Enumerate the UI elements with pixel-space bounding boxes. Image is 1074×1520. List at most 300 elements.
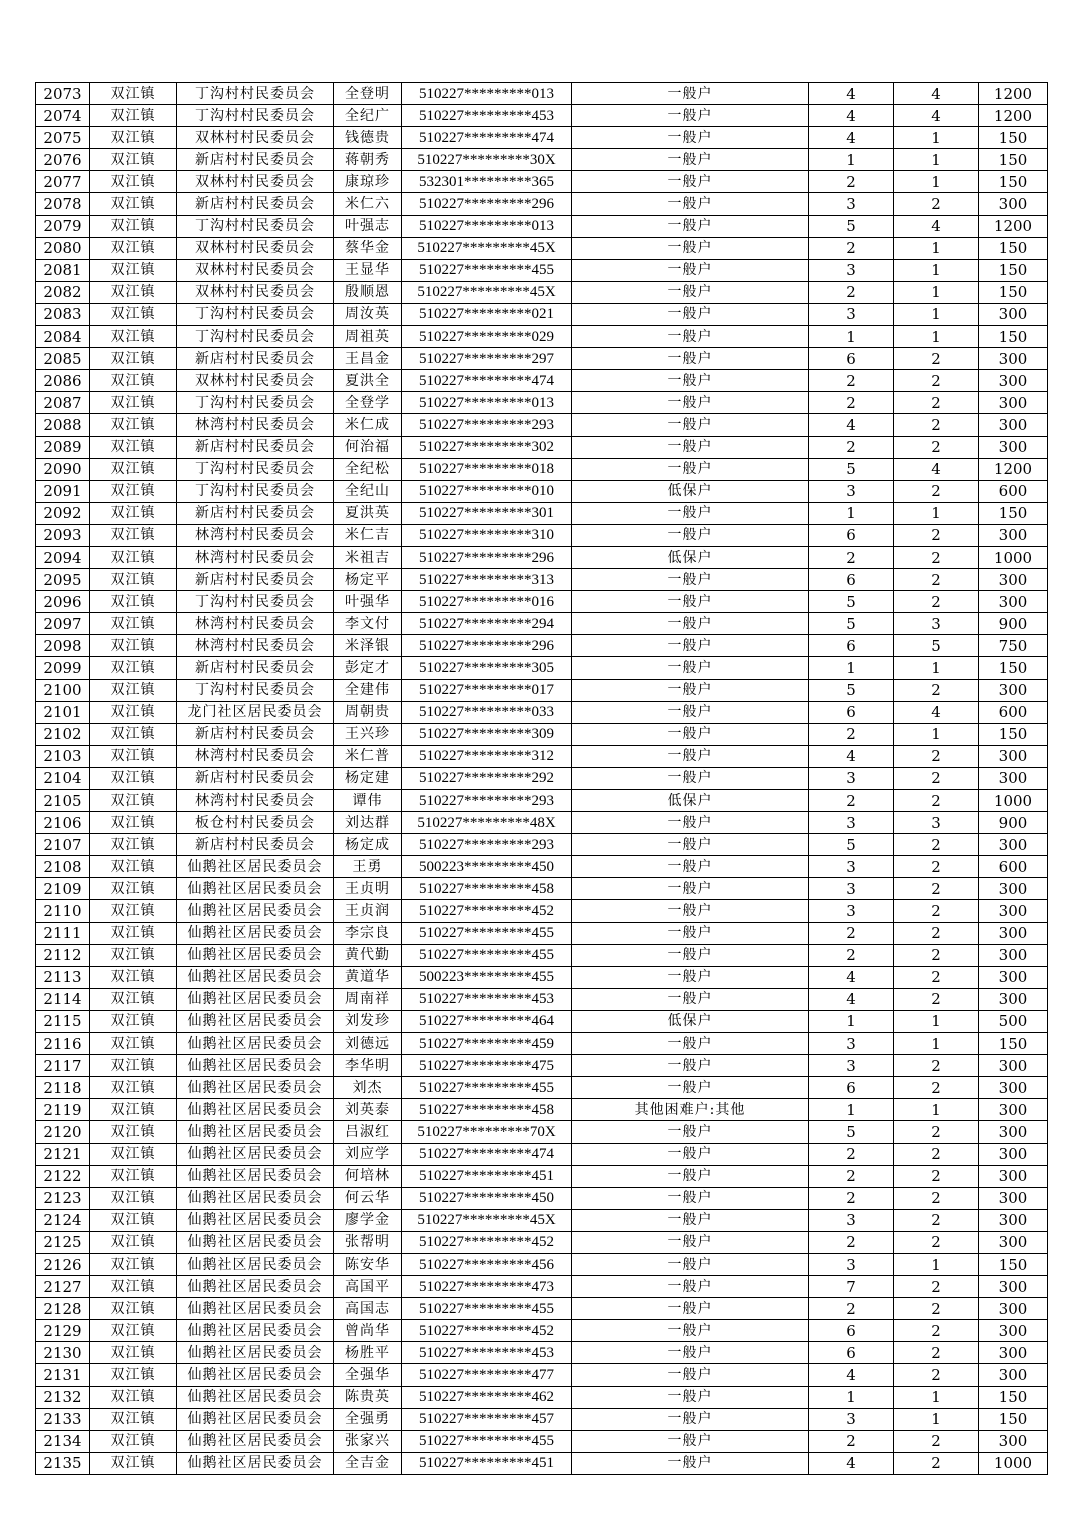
cell-amount: 1000 — [979, 790, 1048, 812]
cell-count-a: 1 — [809, 1010, 894, 1032]
cell-household-type: 一般户 — [572, 900, 809, 922]
cell-seq: 2079 — [36, 215, 90, 237]
cell-name: 曾尚华 — [334, 1320, 402, 1342]
cell-town: 双江镇 — [90, 149, 177, 171]
cell-committee: 林湾村村民委员会 — [177, 414, 334, 436]
cell-committee: 双林村村民委员会 — [177, 171, 334, 193]
cell-town: 双江镇 — [90, 657, 177, 679]
cell-id-number: 510227*********458 — [402, 878, 572, 900]
cell-amount: 1000 — [979, 546, 1048, 568]
cell-amount: 150 — [979, 127, 1048, 149]
cell-amount: 300 — [979, 966, 1048, 988]
cell-count-a: 3 — [809, 1033, 894, 1055]
cell-household-type: 一般户 — [572, 193, 809, 215]
cell-committee: 新店村村民委员会 — [177, 569, 334, 591]
cell-committee: 仙鹅社区居民委员会 — [177, 856, 334, 878]
cell-seq: 2108 — [36, 856, 90, 878]
cell-count-b: 2 — [894, 966, 979, 988]
cell-id-number: 510227*********453 — [402, 1342, 572, 1364]
cell-household-type: 一般户 — [572, 1209, 809, 1231]
cell-count-b: 3 — [894, 613, 979, 635]
cell-count-a: 2 — [809, 1430, 894, 1452]
cell-count-b: 2 — [894, 546, 979, 568]
cell-id-number: 510227*********457 — [402, 1408, 572, 1430]
cell-count-a: 1 — [809, 149, 894, 171]
cell-town: 双江镇 — [90, 1320, 177, 1342]
cell-name: 彭定才 — [334, 657, 402, 679]
table-row — [36, 502, 1048, 524]
cell-household-type: 一般户 — [572, 657, 809, 679]
cell-id-number: 510227*********464 — [402, 1010, 572, 1032]
cell-count-b: 1 — [894, 723, 979, 745]
cell-committee: 仙鹅社区居民委员会 — [177, 966, 334, 988]
cell-amount: 300 — [979, 834, 1048, 856]
cell-amount: 150 — [979, 502, 1048, 524]
cell-amount: 300 — [979, 1342, 1048, 1364]
cell-count-a: 6 — [809, 701, 894, 723]
cell-id-number: 510227*********309 — [402, 723, 572, 745]
cell-town: 双江镇 — [90, 171, 177, 193]
cell-id-number: 510227*********455 — [402, 1430, 572, 1452]
cell-amount: 750 — [979, 635, 1048, 657]
cell-count-b: 2 — [894, 1121, 979, 1143]
cell-town: 双江镇 — [90, 1077, 177, 1099]
cell-amount: 300 — [979, 392, 1048, 414]
cell-town: 双江镇 — [90, 1033, 177, 1055]
cell-count-b: 2 — [894, 1055, 979, 1077]
table-row — [36, 1253, 1048, 1275]
cell-id-number: 510227*********451 — [402, 1452, 572, 1474]
cell-seq: 2084 — [36, 326, 90, 348]
cell-town: 双江镇 — [90, 944, 177, 966]
cell-committee: 仙鹅社区居民委员会 — [177, 1430, 334, 1452]
cell-count-b: 2 — [894, 834, 979, 856]
cell-id-number: 510227*********459 — [402, 1033, 572, 1055]
table-row — [36, 436, 1048, 458]
cell-count-a: 2 — [809, 944, 894, 966]
cell-id-number: 510227*********013 — [402, 392, 572, 414]
cell-name: 黄道华 — [334, 966, 402, 988]
cell-count-b: 4 — [894, 701, 979, 723]
cell-name: 全登明 — [334, 83, 402, 105]
cell-seq: 2099 — [36, 657, 90, 679]
cell-committee: 仙鹅社区居民委员会 — [177, 1209, 334, 1231]
cell-name: 刘英泰 — [334, 1099, 402, 1121]
cell-seq: 2125 — [36, 1231, 90, 1253]
cell-town: 双江镇 — [90, 922, 177, 944]
cell-name: 蒋朝秀 — [334, 149, 402, 171]
cell-town: 双江镇 — [90, 723, 177, 745]
cell-committee: 仙鹅社区居民委员会 — [177, 1033, 334, 1055]
table-row — [36, 1077, 1048, 1099]
cell-id-number: 510227*********294 — [402, 613, 572, 635]
cell-town: 双江镇 — [90, 502, 177, 524]
cell-name: 黄代勤 — [334, 944, 402, 966]
table-row — [36, 303, 1048, 325]
cell-town: 双江镇 — [90, 392, 177, 414]
cell-household-type: 一般户 — [572, 1231, 809, 1253]
cell-committee: 林湾村村民委员会 — [177, 613, 334, 635]
cell-count-b: 1 — [894, 657, 979, 679]
cell-amount: 500 — [979, 1010, 1048, 1032]
cell-id-number: 510227*********70X — [402, 1121, 572, 1143]
cell-committee: 丁沟村村民委员会 — [177, 458, 334, 480]
cell-household-type: 一般户 — [572, 524, 809, 546]
cell-seq: 2118 — [36, 1077, 90, 1099]
cell-seq: 2078 — [36, 193, 90, 215]
cell-seq: 2089 — [36, 436, 90, 458]
cell-name: 全登学 — [334, 392, 402, 414]
cell-count-a: 6 — [809, 1342, 894, 1364]
cell-id-number: 510227*********013 — [402, 83, 572, 105]
cell-town: 双江镇 — [90, 1386, 177, 1408]
cell-household-type: 一般户 — [572, 392, 809, 414]
cell-count-a: 3 — [809, 259, 894, 281]
cell-name: 米仁六 — [334, 193, 402, 215]
cell-count-b: 2 — [894, 1320, 979, 1342]
cell-town: 双江镇 — [90, 591, 177, 613]
table-row — [36, 546, 1048, 568]
table-row — [36, 613, 1048, 635]
cell-household-type: 一般户 — [572, 1364, 809, 1386]
cell-seq: 2129 — [36, 1320, 90, 1342]
cell-count-a: 3 — [809, 812, 894, 834]
cell-committee: 丁沟村村民委员会 — [177, 591, 334, 613]
cell-household-type: 一般户 — [572, 878, 809, 900]
cell-household-type: 一般户 — [572, 988, 809, 1010]
cell-committee: 双林村村民委员会 — [177, 127, 334, 149]
cell-count-a: 5 — [809, 834, 894, 856]
cell-id-number: 510227*********455 — [402, 1077, 572, 1099]
cell-committee: 仙鹅社区居民委员会 — [177, 900, 334, 922]
cell-id-number: 510227*********452 — [402, 1231, 572, 1253]
table-row — [36, 966, 1048, 988]
cell-household-type: 一般户 — [572, 944, 809, 966]
cell-count-b: 1 — [894, 1033, 979, 1055]
cell-committee: 仙鹅社区居民委员会 — [177, 1187, 334, 1209]
cell-seq: 2075 — [36, 127, 90, 149]
cell-amount: 150 — [979, 657, 1048, 679]
cell-id-number: 510227*********310 — [402, 524, 572, 546]
cell-amount: 600 — [979, 701, 1048, 723]
cell-count-a: 2 — [809, 436, 894, 458]
cell-amount: 300 — [979, 1165, 1048, 1187]
table-row — [36, 1320, 1048, 1342]
cell-count-b: 2 — [894, 679, 979, 701]
cell-name: 刘发珍 — [334, 1010, 402, 1032]
cell-count-a: 4 — [809, 83, 894, 105]
cell-name: 叶强志 — [334, 215, 402, 237]
table-row — [36, 83, 1048, 105]
cell-count-a: 2 — [809, 546, 894, 568]
cell-town: 双江镇 — [90, 767, 177, 789]
cell-name: 全纪广 — [334, 105, 402, 127]
cell-amount: 300 — [979, 436, 1048, 458]
cell-count-b: 4 — [894, 83, 979, 105]
cell-committee: 新店村村民委员会 — [177, 149, 334, 171]
cell-amount: 300 — [979, 1187, 1048, 1209]
cell-name: 李文付 — [334, 613, 402, 635]
cell-id-number: 510227*********296 — [402, 546, 572, 568]
cell-committee: 林湾村村民委员会 — [177, 524, 334, 546]
cell-count-a: 2 — [809, 171, 894, 193]
cell-count-b: 2 — [894, 1143, 979, 1165]
cell-household-type: 一般户 — [572, 1055, 809, 1077]
cell-committee: 仙鹅社区居民委员会 — [177, 1121, 334, 1143]
cell-town: 双江镇 — [90, 1342, 177, 1364]
cell-seq: 2091 — [36, 480, 90, 502]
cell-count-a: 2 — [809, 1165, 894, 1187]
cell-id-number: 510227*********293 — [402, 834, 572, 856]
cell-town: 双江镇 — [90, 1187, 177, 1209]
cell-name: 杨定建 — [334, 767, 402, 789]
table-row — [36, 392, 1048, 414]
cell-amount: 300 — [979, 1231, 1048, 1253]
cell-id-number: 510227*********018 — [402, 458, 572, 480]
cell-name: 周南祥 — [334, 988, 402, 1010]
cell-amount: 300 — [979, 878, 1048, 900]
cell-seq: 2105 — [36, 790, 90, 812]
cell-count-b: 2 — [894, 1187, 979, 1209]
cell-id-number: 510227*********455 — [402, 1298, 572, 1320]
cell-id-number: 510227*********48X — [402, 812, 572, 834]
cell-id-number: 510227*********010 — [402, 480, 572, 502]
cell-committee: 仙鹅社区居民委员会 — [177, 1165, 334, 1187]
cell-name: 高国平 — [334, 1276, 402, 1298]
cell-town: 双江镇 — [90, 458, 177, 480]
cell-count-a: 5 — [809, 591, 894, 613]
table-row — [36, 679, 1048, 701]
cell-town: 双江镇 — [90, 790, 177, 812]
cell-id-number: 510227*********456 — [402, 1253, 572, 1275]
cell-committee: 林湾村村民委员会 — [177, 546, 334, 568]
cell-household-type: 一般户 — [572, 1121, 809, 1143]
cell-name: 殷顺恩 — [334, 281, 402, 303]
cell-id-number: 510227*********30X — [402, 149, 572, 171]
cell-amount: 300 — [979, 569, 1048, 591]
cell-name: 吕淑红 — [334, 1121, 402, 1143]
cell-household-type: 一般户 — [572, 281, 809, 303]
cell-name: 刘应学 — [334, 1143, 402, 1165]
cell-seq: 2121 — [36, 1143, 90, 1165]
cell-committee: 新店村村民委员会 — [177, 723, 334, 745]
cell-amount: 300 — [979, 303, 1048, 325]
cell-name: 全强勇 — [334, 1408, 402, 1430]
cell-id-number: 510227*********474 — [402, 127, 572, 149]
cell-name: 周祖英 — [334, 326, 402, 348]
cell-amount: 300 — [979, 1298, 1048, 1320]
cell-seq: 2111 — [36, 922, 90, 944]
cell-name: 夏洪全 — [334, 370, 402, 392]
cell-count-a: 3 — [809, 303, 894, 325]
cell-seq: 2123 — [36, 1187, 90, 1209]
table-row — [36, 458, 1048, 480]
cell-household-type: 一般户 — [572, 635, 809, 657]
cell-id-number: 510227*********455 — [402, 259, 572, 281]
cell-town: 双江镇 — [90, 1408, 177, 1430]
cell-seq: 2092 — [36, 502, 90, 524]
cell-count-b: 2 — [894, 392, 979, 414]
cell-committee: 双林村村民委员会 — [177, 259, 334, 281]
cell-seq: 2102 — [36, 723, 90, 745]
cell-id-number: 510227*********312 — [402, 745, 572, 767]
cell-household-type: 一般户 — [572, 370, 809, 392]
cell-amount: 300 — [979, 1320, 1048, 1342]
cell-committee: 新店村村民委员会 — [177, 193, 334, 215]
cell-id-number: 510227*********45X — [402, 237, 572, 259]
cell-household-type: 低保户 — [572, 1010, 809, 1032]
cell-amount: 300 — [979, 679, 1048, 701]
cell-household-type: 一般户 — [572, 436, 809, 458]
cell-name: 王显华 — [334, 259, 402, 281]
table-row — [36, 171, 1048, 193]
cell-household-type: 低保户 — [572, 790, 809, 812]
cell-id-number: 510227*********301 — [402, 502, 572, 524]
cell-count-b: 1 — [894, 127, 979, 149]
cell-count-b: 2 — [894, 436, 979, 458]
cell-seq: 2115 — [36, 1010, 90, 1032]
cell-name: 米仁吉 — [334, 524, 402, 546]
cell-count-b: 1 — [894, 502, 979, 524]
cell-id-number: 510227*********293 — [402, 790, 572, 812]
cell-amount: 300 — [979, 1121, 1048, 1143]
cell-id-number: 500223*********450 — [402, 856, 572, 878]
cell-committee: 丁沟村村民委员会 — [177, 326, 334, 348]
cell-count-a: 3 — [809, 878, 894, 900]
cell-count-b: 2 — [894, 569, 979, 591]
cell-count-b: 2 — [894, 591, 979, 613]
cell-committee: 丁沟村村民委员会 — [177, 303, 334, 325]
cell-count-b: 1 — [894, 1253, 979, 1275]
cell-amount: 1200 — [979, 458, 1048, 480]
cell-count-a: 5 — [809, 1121, 894, 1143]
cell-count-b: 2 — [894, 988, 979, 1010]
cell-committee: 龙门社区居民委员会 — [177, 701, 334, 723]
cell-committee: 仙鹅社区居民委员会 — [177, 1143, 334, 1165]
table-row — [36, 790, 1048, 812]
cell-household-type: 一般户 — [572, 171, 809, 193]
cell-count-a: 2 — [809, 1298, 894, 1320]
cell-town: 双江镇 — [90, 83, 177, 105]
cell-committee: 丁沟村村民委员会 — [177, 392, 334, 414]
cell-name: 全纪山 — [334, 480, 402, 502]
cell-count-a: 1 — [809, 657, 894, 679]
cell-seq: 2101 — [36, 701, 90, 723]
cell-committee: 丁沟村村民委员会 — [177, 679, 334, 701]
cell-amount: 300 — [979, 767, 1048, 789]
cell-count-a: 4 — [809, 127, 894, 149]
cell-amount: 300 — [979, 1364, 1048, 1386]
cell-household-type: 一般户 — [572, 856, 809, 878]
cell-name: 王贞明 — [334, 878, 402, 900]
table-row — [36, 193, 1048, 215]
cell-amount: 300 — [979, 922, 1048, 944]
cell-seq: 2083 — [36, 303, 90, 325]
cell-seq: 2104 — [36, 767, 90, 789]
cell-seq: 2098 — [36, 635, 90, 657]
cell-id-number: 510227*********458 — [402, 1099, 572, 1121]
cell-seq: 2120 — [36, 1121, 90, 1143]
cell-seq: 2093 — [36, 524, 90, 546]
cell-town: 双江镇 — [90, 812, 177, 834]
cell-seq: 2106 — [36, 812, 90, 834]
cell-count-b: 5 — [894, 635, 979, 657]
table-row — [36, 1121, 1048, 1143]
cell-seq: 2073 — [36, 83, 90, 105]
cell-count-a: 1 — [809, 326, 894, 348]
cell-household-type: 一般户 — [572, 1143, 809, 1165]
cell-id-number: 510227*********017 — [402, 679, 572, 701]
cell-town: 双江镇 — [90, 1276, 177, 1298]
cell-seq: 2130 — [36, 1342, 90, 1364]
cell-count-a: 4 — [809, 988, 894, 1010]
cell-id-number: 510227*********450 — [402, 1187, 572, 1209]
cell-seq: 2085 — [36, 348, 90, 370]
cell-name: 何培林 — [334, 1165, 402, 1187]
cell-committee: 丁沟村村民委员会 — [177, 83, 334, 105]
cell-count-a: 2 — [809, 1187, 894, 1209]
cell-id-number: 510227*********452 — [402, 900, 572, 922]
cell-count-b: 2 — [894, 1452, 979, 1474]
cell-town: 双江镇 — [90, 1165, 177, 1187]
cell-committee: 仙鹅社区居民委员会 — [177, 944, 334, 966]
table-row — [36, 657, 1048, 679]
cell-count-a: 2 — [809, 392, 894, 414]
cell-household-type: 一般户 — [572, 1320, 809, 1342]
cell-town: 双江镇 — [90, 370, 177, 392]
cell-committee: 仙鹅社区居民委员会 — [177, 878, 334, 900]
cell-town: 双江镇 — [90, 127, 177, 149]
cell-seq: 2094 — [36, 546, 90, 568]
cell-id-number: 500223*********455 — [402, 966, 572, 988]
cell-count-b: 2 — [894, 1165, 979, 1187]
cell-name: 米仁成 — [334, 414, 402, 436]
cell-committee: 仙鹅社区居民委员会 — [177, 1055, 334, 1077]
cell-count-b: 1 — [894, 149, 979, 171]
cell-household-type: 一般户 — [572, 458, 809, 480]
cell-seq: 2114 — [36, 988, 90, 1010]
cell-count-a: 4 — [809, 1452, 894, 1474]
cell-committee: 丁沟村村民委员会 — [177, 480, 334, 502]
cell-committee: 双林村村民委员会 — [177, 237, 334, 259]
cell-town: 双江镇 — [90, 326, 177, 348]
cell-name: 刘杰 — [334, 1077, 402, 1099]
cell-count-a: 5 — [809, 679, 894, 701]
cell-seq: 2134 — [36, 1430, 90, 1452]
cell-committee: 丁沟村村民委员会 — [177, 215, 334, 237]
cell-household-type: 一般户 — [572, 591, 809, 613]
table-row — [36, 370, 1048, 392]
cell-name: 廖学金 — [334, 1209, 402, 1231]
cell-amount: 300 — [979, 193, 1048, 215]
cell-id-number: 510227*********477 — [402, 1364, 572, 1386]
cell-seq: 2077 — [36, 171, 90, 193]
cell-count-b: 2 — [894, 348, 979, 370]
cell-count-a: 6 — [809, 348, 894, 370]
cell-seq: 2110 — [36, 900, 90, 922]
table-row — [36, 723, 1048, 745]
cell-count-a: 2 — [809, 922, 894, 944]
cell-count-a: 3 — [809, 767, 894, 789]
cell-seq: 2126 — [36, 1253, 90, 1275]
cell-household-type: 一般户 — [572, 326, 809, 348]
cell-count-b: 2 — [894, 1231, 979, 1253]
cell-seq: 2096 — [36, 591, 90, 613]
table-row — [36, 922, 1048, 944]
cell-count-b: 2 — [894, 1342, 979, 1364]
cell-amount: 150 — [979, 237, 1048, 259]
cell-count-b: 1 — [894, 326, 979, 348]
